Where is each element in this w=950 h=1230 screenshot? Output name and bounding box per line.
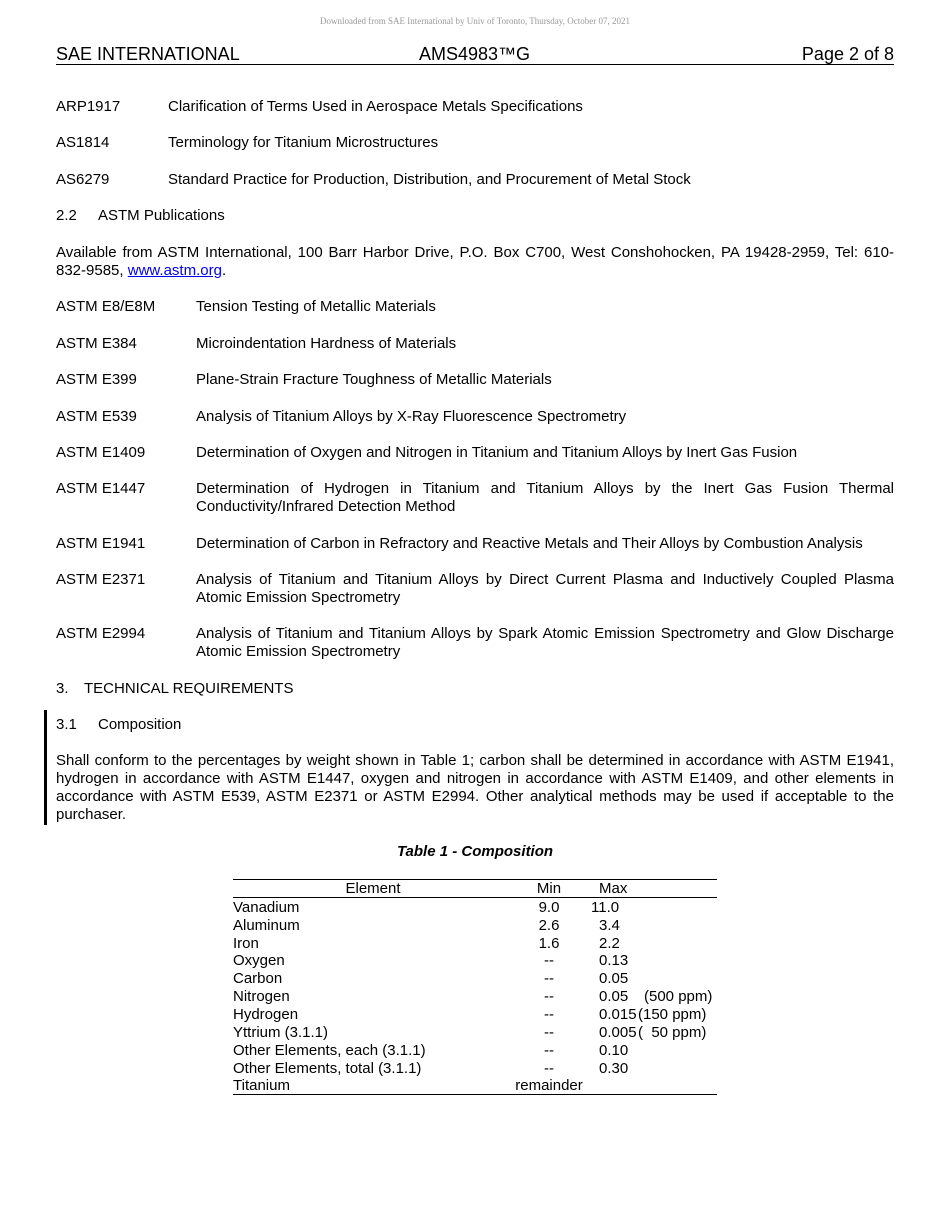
reference-code: ASTM E8/E8M xyxy=(56,298,156,315)
header-min: Min xyxy=(536,880,562,897)
section-number: 2.2 xyxy=(56,207,77,224)
cell-ppm: ( 50 ppm) xyxy=(638,1024,707,1041)
section-3-1-heading xyxy=(56,716,182,734)
cell-min: -- xyxy=(544,970,554,987)
header-publisher: SAE INTERNATIONAL xyxy=(56,44,240,64)
section-title: ASTM Publications xyxy=(98,207,225,224)
download-watermark: Downloaded from SAE International by Univ of Toronto, Thursday, October 07, 2021 xyxy=(320,16,630,26)
cell-min: -- xyxy=(544,1006,554,1023)
section-3-heading xyxy=(56,680,294,698)
availability-period: . xyxy=(221,262,227,279)
cell-max: 2.2 xyxy=(599,935,620,952)
cell-max: 0.13 xyxy=(599,952,629,969)
table-row xyxy=(233,917,717,935)
cell-max: 0.10 xyxy=(599,1042,629,1059)
table-row xyxy=(233,1060,717,1078)
cell-ppm: (500 ppm) xyxy=(644,988,713,1005)
cell-ppm: (150 ppm) xyxy=(638,1006,707,1023)
reference-title: Microindentation Hardness of Materials xyxy=(196,335,457,352)
cell-element: Titanium xyxy=(233,1077,290,1094)
cell-max: 0.015 xyxy=(599,1006,637,1023)
reference-title: Determination of Hydrogen in Titanium and Titanium Alloys by the Inert Gas Fusion Thermal Conductivity/Infrared Detection Method xyxy=(196,480,894,515)
cell-element: Nitrogen xyxy=(233,988,290,1005)
header-max: Max xyxy=(599,880,628,897)
header-doc-number: AMS4983™G xyxy=(419,44,531,64)
cell-max: 0.05 xyxy=(599,988,629,1005)
composition-paragraph: Shall conform to the percentages by weight shown in Table 1; carbon shall be determined in accordance with ASTM E1941, hydrogen in accordance with ASTM E1447, oxygen and nitrogen in accordance with ASTM E1409, and other elements in accordance with ASTM E539, ASTM E2371 or ASTM E2994. Other analytical methods may be used if acceptable to the purchaser. xyxy=(56,752,894,823)
table-bottom-rule xyxy=(233,1094,717,1095)
cell-min: remainder xyxy=(515,1077,583,1094)
reference-code: AS6279 xyxy=(56,171,110,188)
astm-availability-paragraph xyxy=(56,244,894,280)
table-caption: Table 1 - Composition xyxy=(396,843,554,860)
revision-change-bar xyxy=(44,710,47,825)
cell-min: 9.0 xyxy=(538,899,560,916)
reference-title: Plane-Strain Fracture Toughness of Metallic Materials xyxy=(196,371,552,388)
table-row xyxy=(233,1077,717,1095)
table-header-rule xyxy=(233,897,717,898)
section-number: 3.1 xyxy=(56,716,77,733)
cell-element: Other Elements, each (3.1.1) xyxy=(233,1042,426,1059)
reference-code: AS1814 xyxy=(56,134,110,151)
reference-title: Determination of Carbon in Refractory and Reactive Metals and Their Alloys by Combustion Analysis xyxy=(196,535,863,552)
cell-element: Hydrogen xyxy=(233,1006,299,1023)
cell-element: Yttrium (3.1.1) xyxy=(233,1024,329,1041)
reference-title: Tension Testing of Metallic Materials xyxy=(196,298,436,315)
table-row xyxy=(233,1024,717,1042)
table-row xyxy=(233,899,717,917)
reference-title: Determination of Oxygen and Nitrogen in Titanium and Titanium Alloys by Inert Gas Fusion xyxy=(196,444,798,461)
cell-element: Other Elements, total (3.1.1) xyxy=(233,1060,422,1077)
reference-code: ASTM E384 xyxy=(56,335,137,352)
table-row xyxy=(233,1006,717,1024)
reference-code: ASTM E399 xyxy=(56,371,137,388)
reference-title: Analysis of Titanium and Titanium Alloys by Direct Current Plasma and Inductively Coupled Plasma Atomic Emission Spectrometry xyxy=(196,571,894,606)
cell-max: 3.4 xyxy=(599,917,620,934)
astm-website-link[interactable]: www.astm.org xyxy=(127,262,222,279)
cell-min: -- xyxy=(544,952,554,969)
table-row xyxy=(233,988,717,1006)
reference-code: ASTM E2371 xyxy=(56,571,146,588)
reference-title: Terminology for Titanium Microstructures xyxy=(168,134,439,151)
cell-min: -- xyxy=(544,1042,554,1059)
reference-code: ASTM E539 xyxy=(56,408,137,425)
section-title: TECHNICAL REQUIREMENTS xyxy=(84,680,294,697)
reference-code: ASTM E1409 xyxy=(56,444,146,461)
cell-element: Oxygen xyxy=(233,952,285,969)
cell-min: 1.6 xyxy=(538,935,560,952)
reference-code: ARP1917 xyxy=(56,98,121,115)
reference-title: Analysis of Titanium Alloys by X-Ray Fluorescence Spectrometry xyxy=(196,408,627,425)
reference-code: ASTM E2994 xyxy=(56,625,146,642)
cell-min: -- xyxy=(544,1024,554,1041)
page-header xyxy=(56,44,894,65)
cell-min: -- xyxy=(544,988,554,1005)
header-page-number: Page 2 of 8 xyxy=(801,44,894,64)
section-title: Composition xyxy=(98,716,182,733)
reference-code: ASTM E1941 xyxy=(56,535,146,552)
cell-min: -- xyxy=(544,1060,554,1077)
cell-element: Vanadium xyxy=(233,899,300,916)
section-2-2-heading xyxy=(56,207,225,225)
reference-code: ASTM E1447 xyxy=(56,480,146,497)
reference-title: Clarification of Terms Used in Aerospace Metals Specifications xyxy=(168,98,583,115)
cell-element: Iron xyxy=(233,935,259,952)
reference-title: Standard Practice for Production, Distribution, and Procurement of Metal Stock xyxy=(168,171,691,188)
table-row xyxy=(233,1042,717,1060)
availability-text: Available from ASTM International, 100 Barr Harbor Drive, P.O. Box C700, West Conshohocken, PA 19428-2959, Tel: 610-832-9585, xyxy=(56,244,894,279)
cell-min: 2.6 xyxy=(538,917,560,934)
table-row xyxy=(233,970,717,988)
table-row xyxy=(233,935,717,953)
cell-element: Aluminum xyxy=(233,917,300,934)
cell-element: Carbon xyxy=(233,970,283,987)
header-element: Element xyxy=(345,880,401,897)
cell-max: 0.30 xyxy=(599,1060,629,1077)
table-header-row xyxy=(233,880,717,898)
section-number: 3. xyxy=(56,680,69,697)
cell-max: 0.005 xyxy=(599,1024,637,1041)
reference-title: Analysis of Titanium and Titanium Alloys by Spark Atomic Emission Spectrometry and Glow Discharge Atomic Emission Spectrometry xyxy=(196,625,894,660)
cell-max: 0.05 xyxy=(599,970,629,987)
table-row xyxy=(233,952,717,970)
cell-max: 11.0 xyxy=(591,899,620,916)
